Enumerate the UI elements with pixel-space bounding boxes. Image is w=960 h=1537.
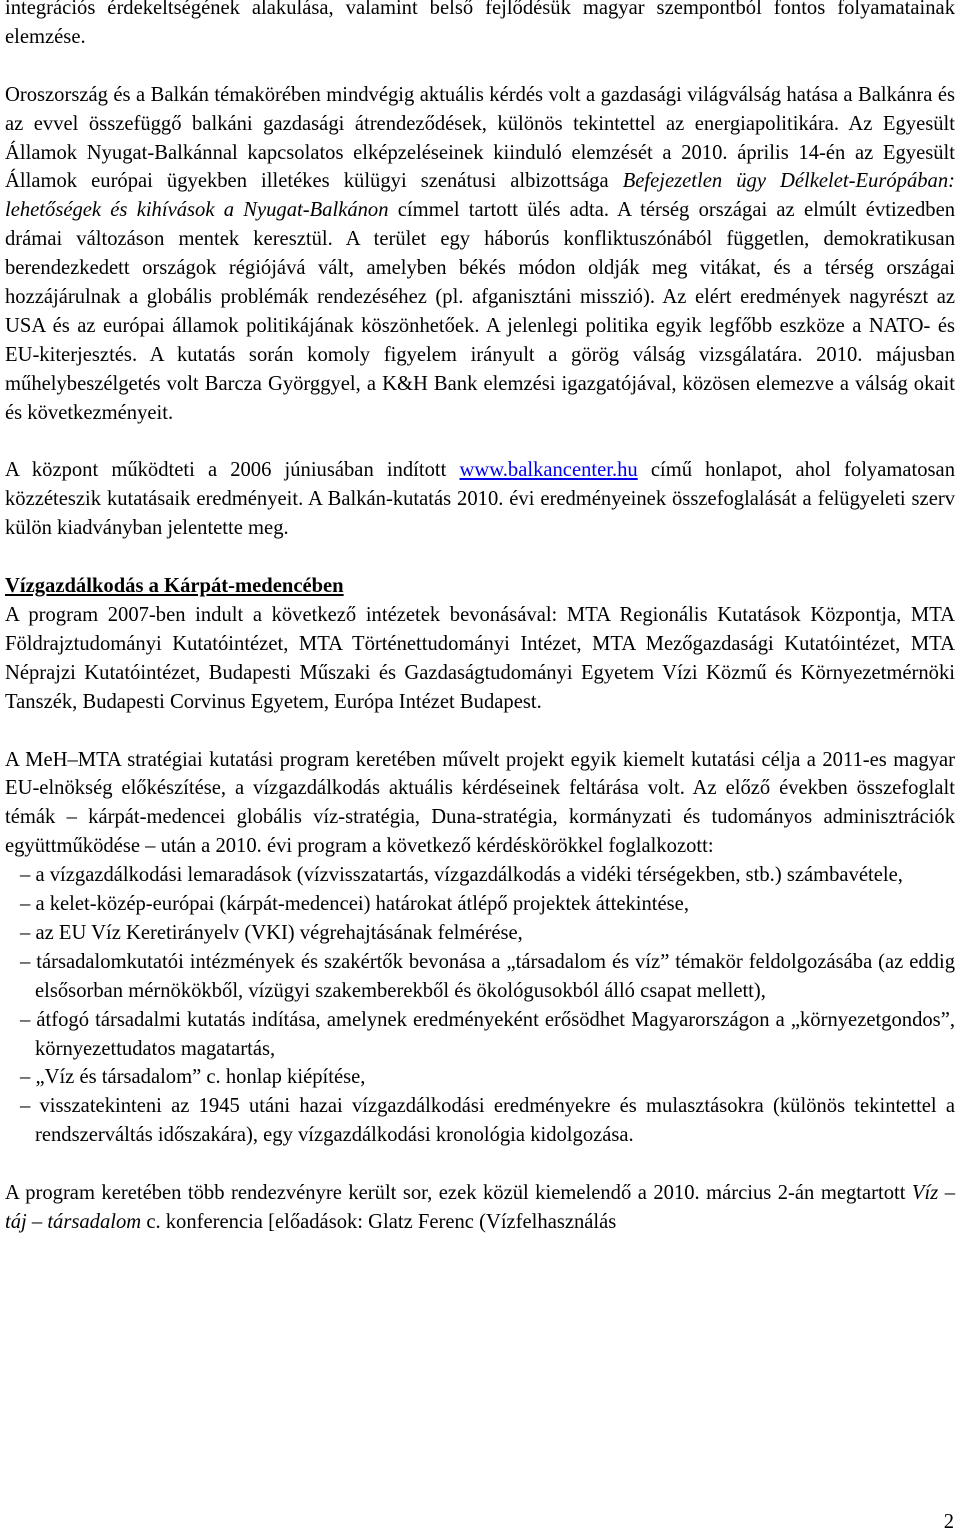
conference-title: Víz – táj – társadalom bbox=[5, 1182, 955, 1233]
paragraph-text-part: A központ működteti a 2006 júniusában indított bbox=[5, 459, 460, 482]
paragraph-website bbox=[5, 456, 955, 543]
paragraph-text-part: c. konferencia [előadások: Glatz Ferenc (Vízfelhasználás bbox=[141, 1210, 617, 1233]
list-item: – az EU Víz Keretirányelv (VKI) végrehajtásának felmérése, bbox=[20, 921, 523, 944]
paragraph-program-intro bbox=[5, 601, 955, 717]
hearing-title: Befejezetlen ügy Délkelet-Európában: lehetőségek és kihívások a Nyugat-Balkánon bbox=[5, 170, 956, 222]
paragraph-russia-balkans bbox=[5, 81, 955, 428]
list-item: – társadalomkutatói intézmények és szakértők bevonása a „társadalom és víz” témakör feldolgozásába (az eddig elsősorban mérnökökből, vízügyi szakemberekből és ökológusokból álló csapat mellett), bbox=[20, 950, 955, 1002]
paragraph-events bbox=[5, 1179, 955, 1237]
paragraph-gap bbox=[5, 52, 955, 81]
list-item: – a vízgazdálkodási lemaradások (vízvisszatartás, vízgazdálkodás a vidéki térségekben, stb.) számbavétele, bbox=[20, 864, 903, 887]
paragraph-integration bbox=[5, 0, 955, 52]
list-item: – a kelet-közép-európai (kárpát-medencei) határokat átlépő projektek áttekintése, bbox=[20, 893, 689, 916]
paragraph-gap bbox=[5, 717, 955, 746]
topic-list bbox=[5, 861, 955, 1150]
paragraph-text-part: Oroszország és a Balkán témakörében mindvégig aktuális kérdés volt a gazdasági világválság hatása a Balkánra és az evvel összefüggő balkáni gazdasági átrendeződések, különös tekintettel az energiapolitikára. Az Egyesült Államok Nyugat-Balkánnal kapcsolatos elképzeléseinek kiinduló elemzését a 2010. április 14-én az Egyesült Államok európai ügyekben illetékes külügyi szenátusi albizottsága bbox=[5, 83, 955, 193]
balkancenter-link[interactable]: www.balkancenter.hu bbox=[459, 459, 638, 482]
page-number: 2 bbox=[943, 1511, 954, 1533]
paragraph-gap bbox=[5, 1150, 955, 1179]
document-page bbox=[5, 0, 955, 1237]
paragraph-gap bbox=[5, 428, 955, 457]
list-item: – átfogó társadalmi kutatás indítása, amelynek eredményeként erősödhet Magyarországon a „környezetgondos”, környezettudatos magatartás, bbox=[20, 1008, 955, 1060]
paragraph-text-part: A program keretében több rendezvényre került sor, ezek közül kiemelendő a 2010. március 2-án megtartott bbox=[5, 1182, 912, 1205]
paragraph-text: A MeH–MTA stratégiai kutatási program keretében művelt projekt egyik kiemelt kutatási célja a 2011-es magyar EU-elnökség előkészítése, a vízgazdálkodás aktuális kérdéseinek feltárása volt. Az előző években összefoglalt témák – kárpát-medencei globális víz-stratégia, Duna-stratégia, kormányzati és tudományos adminisztrációk együttműködése – után a 2010. évi program a következő kérdéskörökkel foglalkozott: bbox=[5, 748, 955, 858]
section-heading: Vízgazdálkodás a Kárpát-medencében bbox=[5, 575, 344, 598]
paragraph-meh-mta bbox=[5, 746, 955, 862]
list-item: – visszatekinteni az 1945 utáni hazai vízgazdálkodási eredményekre és mulasztásokra (különös tekintettel a rendszerváltás időszakára), egy vízgazdálkodási kronológia kidolgozása. bbox=[20, 1095, 955, 1147]
paragraph-text: integrációs érdekeltségének alakulása, valamint belső fejlődésük magyar szempontból fontos folyamatainak elemzése. bbox=[5, 0, 955, 48]
paragraph-text-part: című honlapot, ahol folyamatosan közzéteszik kutatásaik eredményeit. A Balkán-kutatás 2010. évi eredményeinek összefoglalását a felügyeleti szerv külön kiadványban jelentette meg. bbox=[5, 459, 955, 540]
paragraph-text: A program 2007-ben indult a következő intézetek bevonásával: MTA Regionális Kutatások Központja, MTA Földrajztudományi Kutatóintézet, MTA Történettudományi Intézet, MTA Mezőgazdasági Kutatóintézet, MTA Néprajzi Kutatóintézet, Budapesti Műszaki és Gazdaságtudományi Egyetem Vízi Közmű és Környezetmérnöki Tanszék, Budapesti Corvinus Egyetem, Európa Intézet Budapest. bbox=[5, 603, 955, 713]
paragraph-text-part: címmel tartott ülés adta. A térség országai az elmúlt évtizedben drámai változáson mentek keresztül. A terület egy háborús konfliktuszónából független, demokratikusan berendezkedett országok régiójává vált, amelyben békés módon oldják meg vitákat, és a térség országai hozzájárulnak a globális problémák rendezéséhez (pl. afganisztáni misszió). Az elért eredmények nagyrészt az USA és az európai államok politikájának köszönhetőek. A jelenlegi politika egyik legfőbb eszköze a NATO- és EU-kiterjesztés. A kutatás során komoly figyelem irányult a görög válság vizsgálatára. 2010. májusban műhelybeszélgetés volt Barcza Györggyel, a K&H Bank elemzési igazgatójával, közösen elemezve a válság okait és következményeit. bbox=[5, 199, 956, 424]
paragraph-gap bbox=[5, 543, 955, 572]
list-item: – „Víz és társadalom” c. honlap kiépítése, bbox=[20, 1066, 366, 1089]
